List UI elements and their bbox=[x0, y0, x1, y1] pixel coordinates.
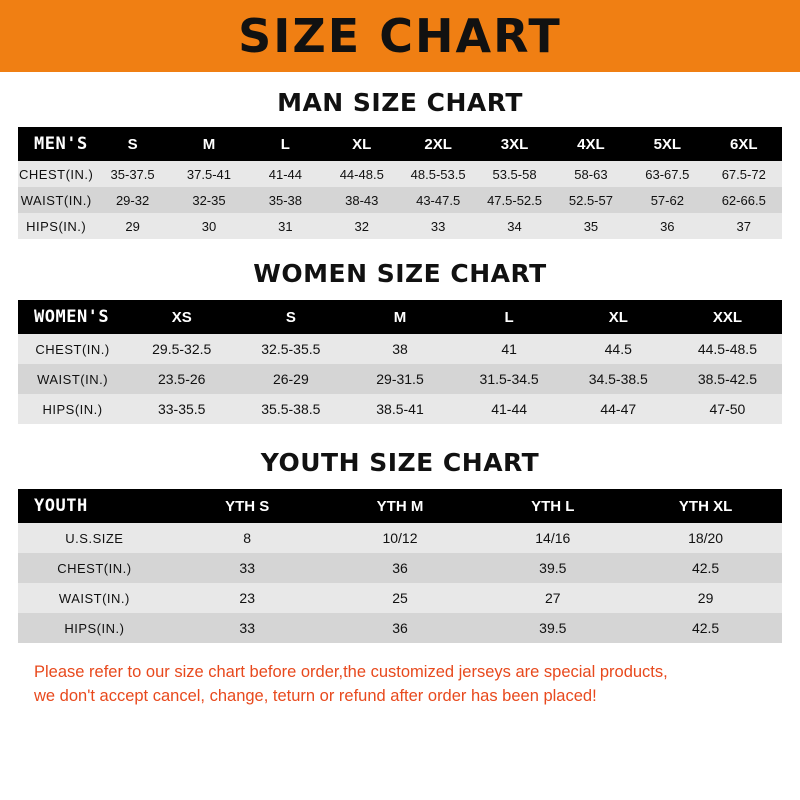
content-area bbox=[0, 88, 800, 709]
women-r1-c1: 26-29 bbox=[236, 364, 345, 394]
man-r0-c6: 58-63 bbox=[553, 161, 629, 187]
women-r1-c5: 38.5-42.5 bbox=[673, 364, 782, 394]
women-table-head bbox=[18, 300, 782, 334]
table-header-row bbox=[18, 127, 782, 161]
youth-r2-c0: 23 bbox=[171, 583, 324, 613]
youth-r3-c2: 39.5 bbox=[476, 613, 629, 643]
table-row bbox=[18, 583, 782, 613]
man-r1-c3: 38-43 bbox=[324, 187, 400, 213]
man-r2-c1: 30 bbox=[171, 213, 247, 239]
man-r2-c6: 35 bbox=[553, 213, 629, 239]
youth-col-0: YTH S bbox=[171, 489, 324, 523]
man-row-1-label: WAIST(IN.) bbox=[18, 187, 94, 213]
youth-r1-c2: 39.5 bbox=[476, 553, 629, 583]
man-r2-c8: 37 bbox=[706, 213, 782, 239]
women-r2-c0: 33-35.5 bbox=[127, 394, 236, 424]
man-r0-c5: 53.5-58 bbox=[476, 161, 552, 187]
man-row-2-label: HIPS(IN.) bbox=[18, 213, 94, 239]
footer-note-line-2: we don't accept cancel, change, teturn or refund after order has been placed! bbox=[34, 686, 597, 705]
man-col-6: 4XL bbox=[553, 127, 629, 161]
footer-note-line-1: Please refer to our size chart before order,the customized jerseys are special products, bbox=[34, 663, 668, 681]
youth-size-table bbox=[18, 489, 782, 643]
youth-r0-c1: 10/12 bbox=[324, 523, 477, 553]
women-size-table bbox=[18, 300, 782, 424]
man-section-title: MAN SIZE CHART bbox=[277, 88, 523, 117]
women-row-2-label: HIPS(IN.) bbox=[18, 394, 127, 424]
youth-corner-label: YOUTH bbox=[18, 489, 171, 523]
table-row bbox=[18, 394, 782, 424]
women-col-3: L bbox=[455, 300, 564, 334]
man-col-5: 3XL bbox=[476, 127, 552, 161]
man-r1-c7: 57-62 bbox=[629, 187, 705, 213]
women-r0-c0: 29.5-32.5 bbox=[127, 334, 236, 364]
man-r0-c2: 41-44 bbox=[247, 161, 323, 187]
youth-col-2: YTH L bbox=[476, 489, 629, 523]
table-row bbox=[18, 213, 782, 239]
women-col-2: M bbox=[345, 300, 454, 334]
women-col-0: XS bbox=[127, 300, 236, 334]
man-r2-c3: 32 bbox=[324, 213, 400, 239]
women-r2-c4: 44-47 bbox=[564, 394, 673, 424]
table-row bbox=[18, 523, 782, 553]
youth-col-1: YTH M bbox=[324, 489, 477, 523]
youth-r1-c1: 36 bbox=[324, 553, 477, 583]
man-r1-c6: 52.5-57 bbox=[553, 187, 629, 213]
women-r0-c4: 44.5 bbox=[564, 334, 673, 364]
man-col-1: M bbox=[171, 127, 247, 161]
women-col-5: XXL bbox=[673, 300, 782, 334]
youth-r1-c0: 33 bbox=[171, 553, 324, 583]
table-row bbox=[18, 161, 782, 187]
youth-r2-c2: 27 bbox=[476, 583, 629, 613]
table-header-row bbox=[18, 300, 782, 334]
women-r0-c1: 32.5-35.5 bbox=[236, 334, 345, 364]
women-col-1: S bbox=[236, 300, 345, 334]
youth-r3-c0: 33 bbox=[171, 613, 324, 643]
youth-r2-c1: 25 bbox=[324, 583, 477, 613]
women-row-1-label: WAIST(IN.) bbox=[18, 364, 127, 394]
header-band bbox=[0, 0, 800, 72]
man-r0-c7: 63-67.5 bbox=[629, 161, 705, 187]
man-col-3: XL bbox=[324, 127, 400, 161]
man-size-table bbox=[18, 127, 782, 239]
man-r0-c0: 35-37.5 bbox=[94, 161, 170, 187]
table-row bbox=[18, 334, 782, 364]
women-r2-c5: 47-50 bbox=[673, 394, 782, 424]
women-r1-c0: 23.5-26 bbox=[127, 364, 236, 394]
youth-r3-c1: 36 bbox=[324, 613, 477, 643]
table-row bbox=[18, 553, 782, 583]
table-header-row bbox=[18, 489, 782, 523]
man-r1-c0: 29-32 bbox=[94, 187, 170, 213]
women-r0-c5: 44.5-48.5 bbox=[673, 334, 782, 364]
man-r2-c5: 34 bbox=[476, 213, 552, 239]
man-r2-c7: 36 bbox=[629, 213, 705, 239]
man-r1-c8: 62-66.5 bbox=[706, 187, 782, 213]
man-row-0-label: CHEST(IN.) bbox=[18, 161, 94, 187]
youth-table-head bbox=[18, 489, 782, 523]
youth-table-body bbox=[18, 523, 782, 643]
man-col-2: L bbox=[247, 127, 323, 161]
man-r1-c2: 35-38 bbox=[247, 187, 323, 213]
man-r2-c4: 33 bbox=[400, 213, 476, 239]
women-r1-c4: 34.5-38.5 bbox=[564, 364, 673, 394]
women-r1-c2: 29-31.5 bbox=[345, 364, 454, 394]
man-col-8: 6XL bbox=[706, 127, 782, 161]
women-r2-c3: 41-44 bbox=[455, 394, 564, 424]
youth-col-3: YTH XL bbox=[629, 489, 782, 523]
women-table-body bbox=[18, 334, 782, 424]
man-r2-c0: 29 bbox=[94, 213, 170, 239]
women-r2-c1: 35.5-38.5 bbox=[236, 394, 345, 424]
table-row bbox=[18, 187, 782, 213]
man-col-7: 5XL bbox=[629, 127, 705, 161]
youth-r0-c0: 8 bbox=[171, 523, 324, 553]
man-r1-c4: 43-47.5 bbox=[400, 187, 476, 213]
man-r0-c4: 48.5-53.5 bbox=[400, 161, 476, 187]
women-section-title: WOMEN SIZE CHART bbox=[253, 259, 547, 288]
youth-row-2-label: WAIST(IN.) bbox=[18, 583, 171, 613]
youth-row-3-label: HIPS(IN.) bbox=[18, 613, 171, 643]
women-row-0-label: CHEST(IN.) bbox=[18, 334, 127, 364]
man-r0-c1: 37.5-41 bbox=[171, 161, 247, 187]
man-corner-label: MEN'S bbox=[18, 127, 94, 161]
man-r0-c3: 44-48.5 bbox=[324, 161, 400, 187]
youth-r0-c2: 14/16 bbox=[476, 523, 629, 553]
footer-note bbox=[18, 661, 782, 709]
man-table-body bbox=[18, 161, 782, 239]
youth-r1-c3: 42.5 bbox=[629, 553, 782, 583]
women-r0-c3: 41 bbox=[455, 334, 564, 364]
women-r1-c3: 31.5-34.5 bbox=[455, 364, 564, 394]
man-r0-c8: 67.5-72 bbox=[706, 161, 782, 187]
youth-row-0-label: U.S.SIZE bbox=[18, 523, 171, 553]
women-col-4: XL bbox=[564, 300, 673, 334]
youth-r0-c3: 18/20 bbox=[629, 523, 782, 553]
man-table-head bbox=[18, 127, 782, 161]
table-row bbox=[18, 613, 782, 643]
women-corner-label: WOMEN'S bbox=[18, 300, 127, 334]
man-r1-c5: 47.5-52.5 bbox=[476, 187, 552, 213]
man-col-0: S bbox=[94, 127, 170, 161]
table-row bbox=[18, 364, 782, 394]
women-r0-c2: 38 bbox=[345, 334, 454, 364]
youth-r3-c3: 42.5 bbox=[629, 613, 782, 643]
youth-r2-c3: 29 bbox=[629, 583, 782, 613]
man-r2-c2: 31 bbox=[247, 213, 323, 239]
man-r1-c1: 32-35 bbox=[171, 187, 247, 213]
youth-section-title: YOUTH SIZE CHART bbox=[260, 448, 540, 477]
youth-row-1-label: CHEST(IN.) bbox=[18, 553, 171, 583]
man-col-4: 2XL bbox=[400, 127, 476, 161]
page-title: SIZE CHART bbox=[238, 9, 562, 63]
women-r2-c2: 38.5-41 bbox=[345, 394, 454, 424]
